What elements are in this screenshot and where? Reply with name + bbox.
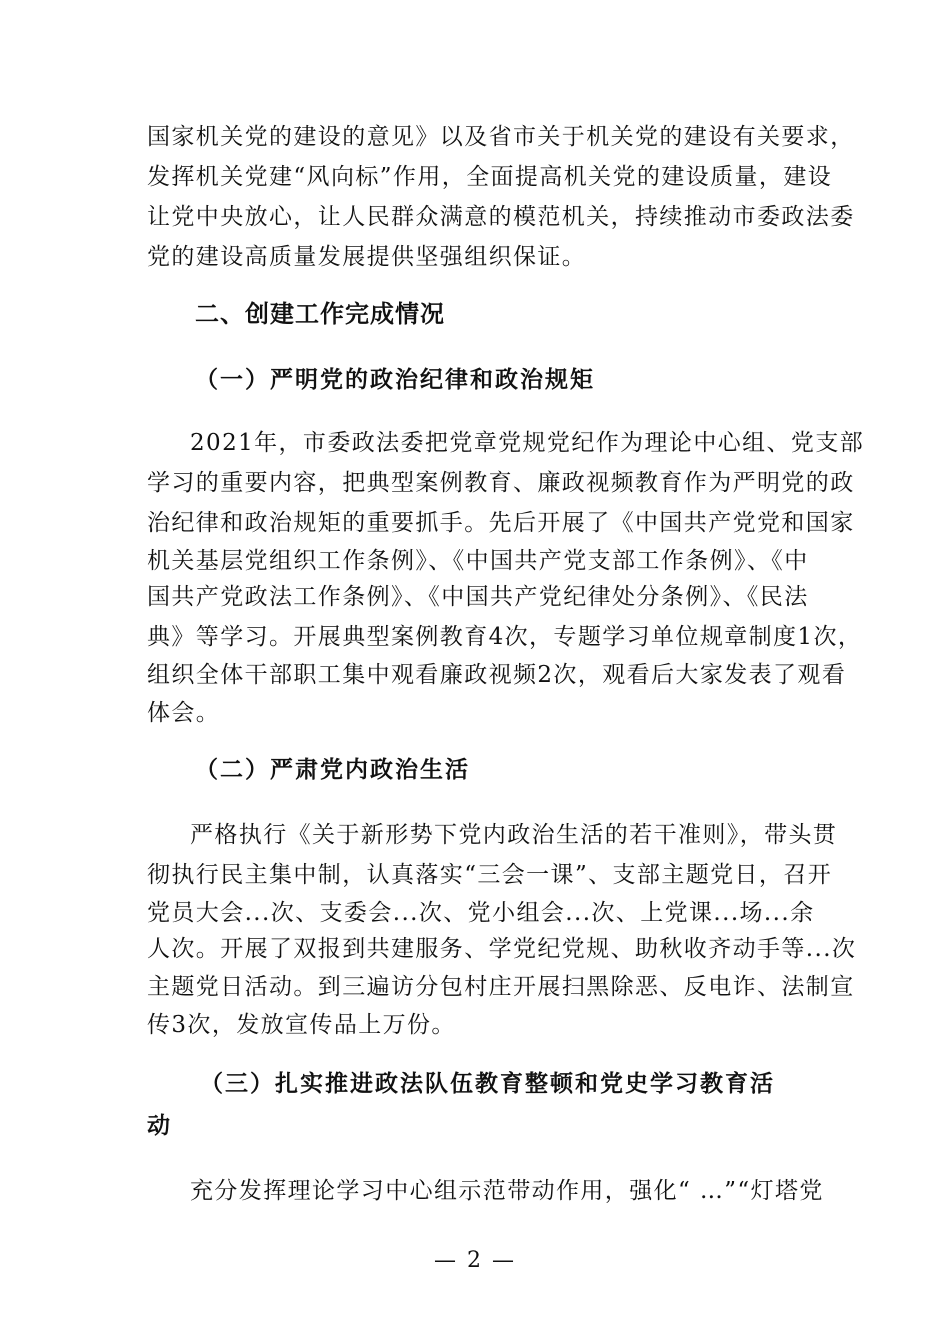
paragraph-line: 让党中央放心，让人民群众满意的模范机关，持续推动市委政法委 (147, 204, 855, 230)
subsection-heading: （三）扎实推进政法队伍教育整顿和党史学习教育活 (200, 1071, 775, 1097)
paragraph-line: 彻执行民主集中制，认真落实“三会一课”、支部主题党日，召开 (147, 862, 833, 888)
subsection-heading-continued: 动 (147, 1113, 172, 1139)
paragraph-line: 机关基层党组织工作条例》、《中国共产党支部工作条例》、《中 (147, 548, 809, 574)
paragraph-line: 发挥机关党建“风向标”作用，全面提高机关党的建设质量，建设 (147, 164, 833, 190)
section-heading: 二、创建工作完成情况 (195, 300, 445, 328)
subsection-heading: （二）严肃党内政治生活 (195, 757, 470, 783)
subsection-heading: （一）严明党的政治纪律和政治规矩 (195, 367, 595, 393)
paragraph-line: 体会。 (147, 700, 221, 726)
paragraph-line: 典》等学习。开展典型案例教育4次，专题学习单位规章制度1次， (147, 624, 863, 650)
paragraph-line: 人次。开展了双报到共建服务、学党纪党规、助秋收齐动手等...次 (147, 936, 857, 962)
paragraph-line: 国家机关党的建设的意见》以及省市关于机关党的建设有关要求， (147, 124, 855, 150)
paragraph-line: 充分发挥理论学习中心组示范带动作用，强化“ …”“灯塔党 (190, 1178, 824, 1204)
paragraph-line: 组织全体干部职工集中观看廉政视频2次，观看后大家发表了观看 (147, 662, 847, 688)
paragraph-line: 党员大会...次、支委会...次、党小组会...次、上党课...场...余 (147, 900, 815, 926)
paragraph-line: 严格执行《关于新形势下党内政治生活的若干准则》，带头贯 (190, 822, 838, 848)
paragraph-line: 主题党日活动。到三遍访分包村庄开展扫黑除恶、反电诈、法制宣 (147, 974, 855, 1000)
paragraph-line: 学习的重要内容，把典型案例教育、廉政视频教育作为严明党的政 (147, 470, 855, 496)
paragraph-line: 治纪律和政治规矩的重要抓手。先后开展了《中国共产党党和国家 (147, 510, 855, 536)
paragraph-line: 传3次，发放宣传品上万份。 (147, 1012, 456, 1038)
paragraph-line: 党的建设高质量发展提供坚强组织保证。 (147, 244, 587, 270)
paragraph-line: 国共产党政法工作条例》、《中国共产党纪律处分条例》、《民法 (147, 584, 809, 610)
paragraph-line: 2021年，市委政法委把党章党规党纪作为理论中心组、党支部 (190, 430, 865, 456)
page-number: — 2 — (434, 1248, 516, 1273)
